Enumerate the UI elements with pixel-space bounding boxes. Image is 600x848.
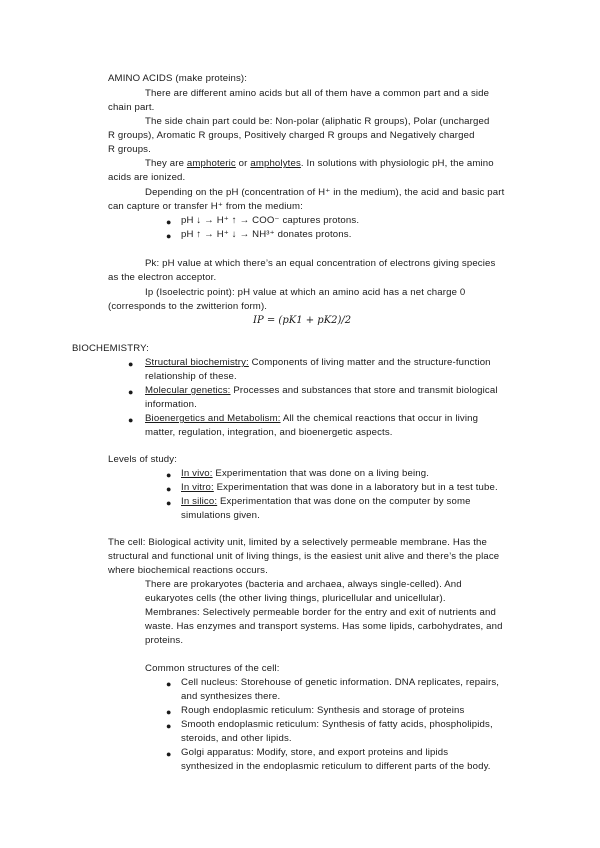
- amino-p1-line1: There are different amino acids but all of them have a common part and a side: [145, 88, 490, 99]
- pk-line1: Pk: pH value at which there’s an equal concentration of electrons giving species: [145, 258, 496, 269]
- structure-rough-er: Rough endoplasmic reticulum: Synthesis and storage of proteins: [181, 705, 465, 716]
- biochem-item-2-line2: information.: [145, 399, 197, 410]
- membranes-line1: Membranes: Selectively permeable border for the entry and exit of nutrients and: [145, 607, 497, 618]
- levels-item-2: [181, 481, 498, 495]
- in-silico-term: In silico:: [181, 496, 218, 507]
- text-run: Experimentation that was done on a living being.: [212, 468, 430, 479]
- bullet-icon: ●: [128, 359, 134, 369]
- biochem-heading: BIOCHEMISTRY:: [72, 343, 149, 354]
- bullet-icon: ●: [166, 217, 172, 227]
- amino-p3-line1: [145, 157, 494, 171]
- ampholytes-term: ampholytes: [250, 158, 301, 169]
- cell-intro-line1: The cell: Biological activity unit, limited by a selectively permeable membrane. Has the: [108, 537, 487, 548]
- biochem-item-1-line1: [145, 356, 491, 370]
- structure-smooth-er-line2: steroids, and other lipids.: [181, 733, 292, 744]
- molecular-genetics-term: Molecular genetics:: [145, 385, 231, 396]
- ip-line2: (corresponds to the zwitterion form).: [108, 301, 268, 312]
- cell-intro-line2: structural and functional unit of living things, is the easiest unit alive and there’s the place: [108, 551, 500, 562]
- amino-p4-line2: can capture or transfer H⁺ from the medium:: [108, 201, 303, 212]
- structures-heading: Common structures of the cell:: [145, 663, 280, 674]
- text-run: . In solutions with physiologic pH, the amino: [300, 158, 494, 169]
- prok-line1: There are prokaryotes (bacteria and archaea, always single-celled). And: [145, 579, 462, 590]
- levels-item-3-line1: [181, 495, 471, 509]
- biochem-item-3-line2: matter, regulation, integration, and bioenergetic aspects.: [145, 427, 393, 438]
- amino-p2-line2: R groups), Aromatic R groups, Positively charged R groups and Negatively charged: [108, 130, 475, 141]
- bullet-icon: ●: [166, 484, 172, 494]
- text-run: Experimentation that was done in a laboratory but in a test tube.: [213, 482, 498, 493]
- levels-item-3-line2: simulations given.: [181, 510, 260, 521]
- biochem-item-1-line2: relationship of these.: [145, 371, 237, 382]
- in-vivo-term: In vivo:: [181, 468, 213, 479]
- pk-line2: as the electron acceptor.: [108, 272, 217, 283]
- levels-heading: Levels of study:: [108, 454, 178, 465]
- prok-line2: eukaryotes cells (the other living things, pluricellular and unicellular).: [145, 593, 446, 604]
- bioenergetics-term: Bioenergetics and Metabolism:: [145, 413, 281, 424]
- bullet-icon: ●: [166, 721, 172, 731]
- amino-p1-line2: chain part.: [108, 102, 155, 113]
- membranes-line2: waste. Has enzymes and transport systems. Has some lipids, carbohydrates, and: [145, 621, 503, 632]
- bullet-icon: ●: [166, 679, 172, 689]
- cell-intro-line3: where biochemical reactions occurs.: [108, 565, 268, 576]
- ip-line1: Ip (Isoelectric point): pH value at which an amino acid has a net charge 0: [145, 287, 466, 298]
- structure-smooth-er-line1: Smooth endoplasmic reticulum: Synthesis of fatty acids, phospholipids,: [181, 719, 493, 730]
- structure-nucleus-line2: and synthesizes there.: [181, 691, 281, 702]
- in-vitro-term: In vitro:: [181, 482, 214, 493]
- structural-biochemistry-term: Structural biochemistry:: [145, 357, 249, 368]
- amino-p4-line1: Depending on the pH (concentration of H⁺ in the medium), the acid and basic part: [145, 187, 505, 198]
- amino-heading: AMINO ACIDS (make proteins):: [108, 73, 248, 84]
- bullet-icon: ●: [166, 498, 172, 508]
- structure-golgi-line2: synthesized in the endoplasmic reticulum to different parts of the body.: [181, 761, 491, 772]
- text-run: or: [235, 158, 251, 169]
- bullet-icon: ●: [166, 231, 172, 241]
- structure-golgi-line1: Golgi apparatus: Modify, store, and export proteins and lipids: [181, 747, 449, 758]
- amino-p2-line1: The side chain part could be: Non-polar (aliphatic R groups), Polar (uncharged: [145, 116, 490, 127]
- membranes-line3: proteins.: [145, 635, 184, 646]
- amphoteric-term: amphoteric: [186, 158, 236, 169]
- text-run: All the chemical reactions that occur in living: [280, 413, 479, 424]
- levels-item-1: [181, 467, 429, 481]
- amino-p3-line2: acids are ionized.: [108, 172, 186, 183]
- text-run: They are: [145, 158, 187, 169]
- structure-nucleus-line1: Cell nucleus: Storehouse of genetic information. DNA replicates, repairs,: [181, 677, 500, 688]
- bullet-icon: ●: [166, 470, 172, 480]
- biochem-item-3-line1: [145, 412, 478, 426]
- text-run: Experimentation that was done on the computer by some: [217, 496, 471, 507]
- bullet-icon: ●: [166, 707, 172, 717]
- bullet-icon: ●: [166, 749, 172, 759]
- amino-bullet-1: pH ↓ → H⁺ ↑ → COO⁻ captures protons.: [181, 215, 360, 226]
- amino-bullet-2: pH ↑ → H⁺ ↓ → NH³⁺ donates protons.: [181, 229, 352, 240]
- bullet-icon: ●: [128, 415, 134, 425]
- text-run: Components of living matter and the structure-function: [248, 357, 491, 368]
- text-run: Processes and substances that store and transmit biological: [230, 385, 498, 396]
- biochem-item-2-line1: [145, 384, 498, 398]
- isoelectric-formula: IP = (pK1 + pK2)/2: [253, 315, 352, 326]
- amino-p2-line3: R groups.: [108, 144, 151, 155]
- bullet-icon: ●: [128, 387, 134, 397]
